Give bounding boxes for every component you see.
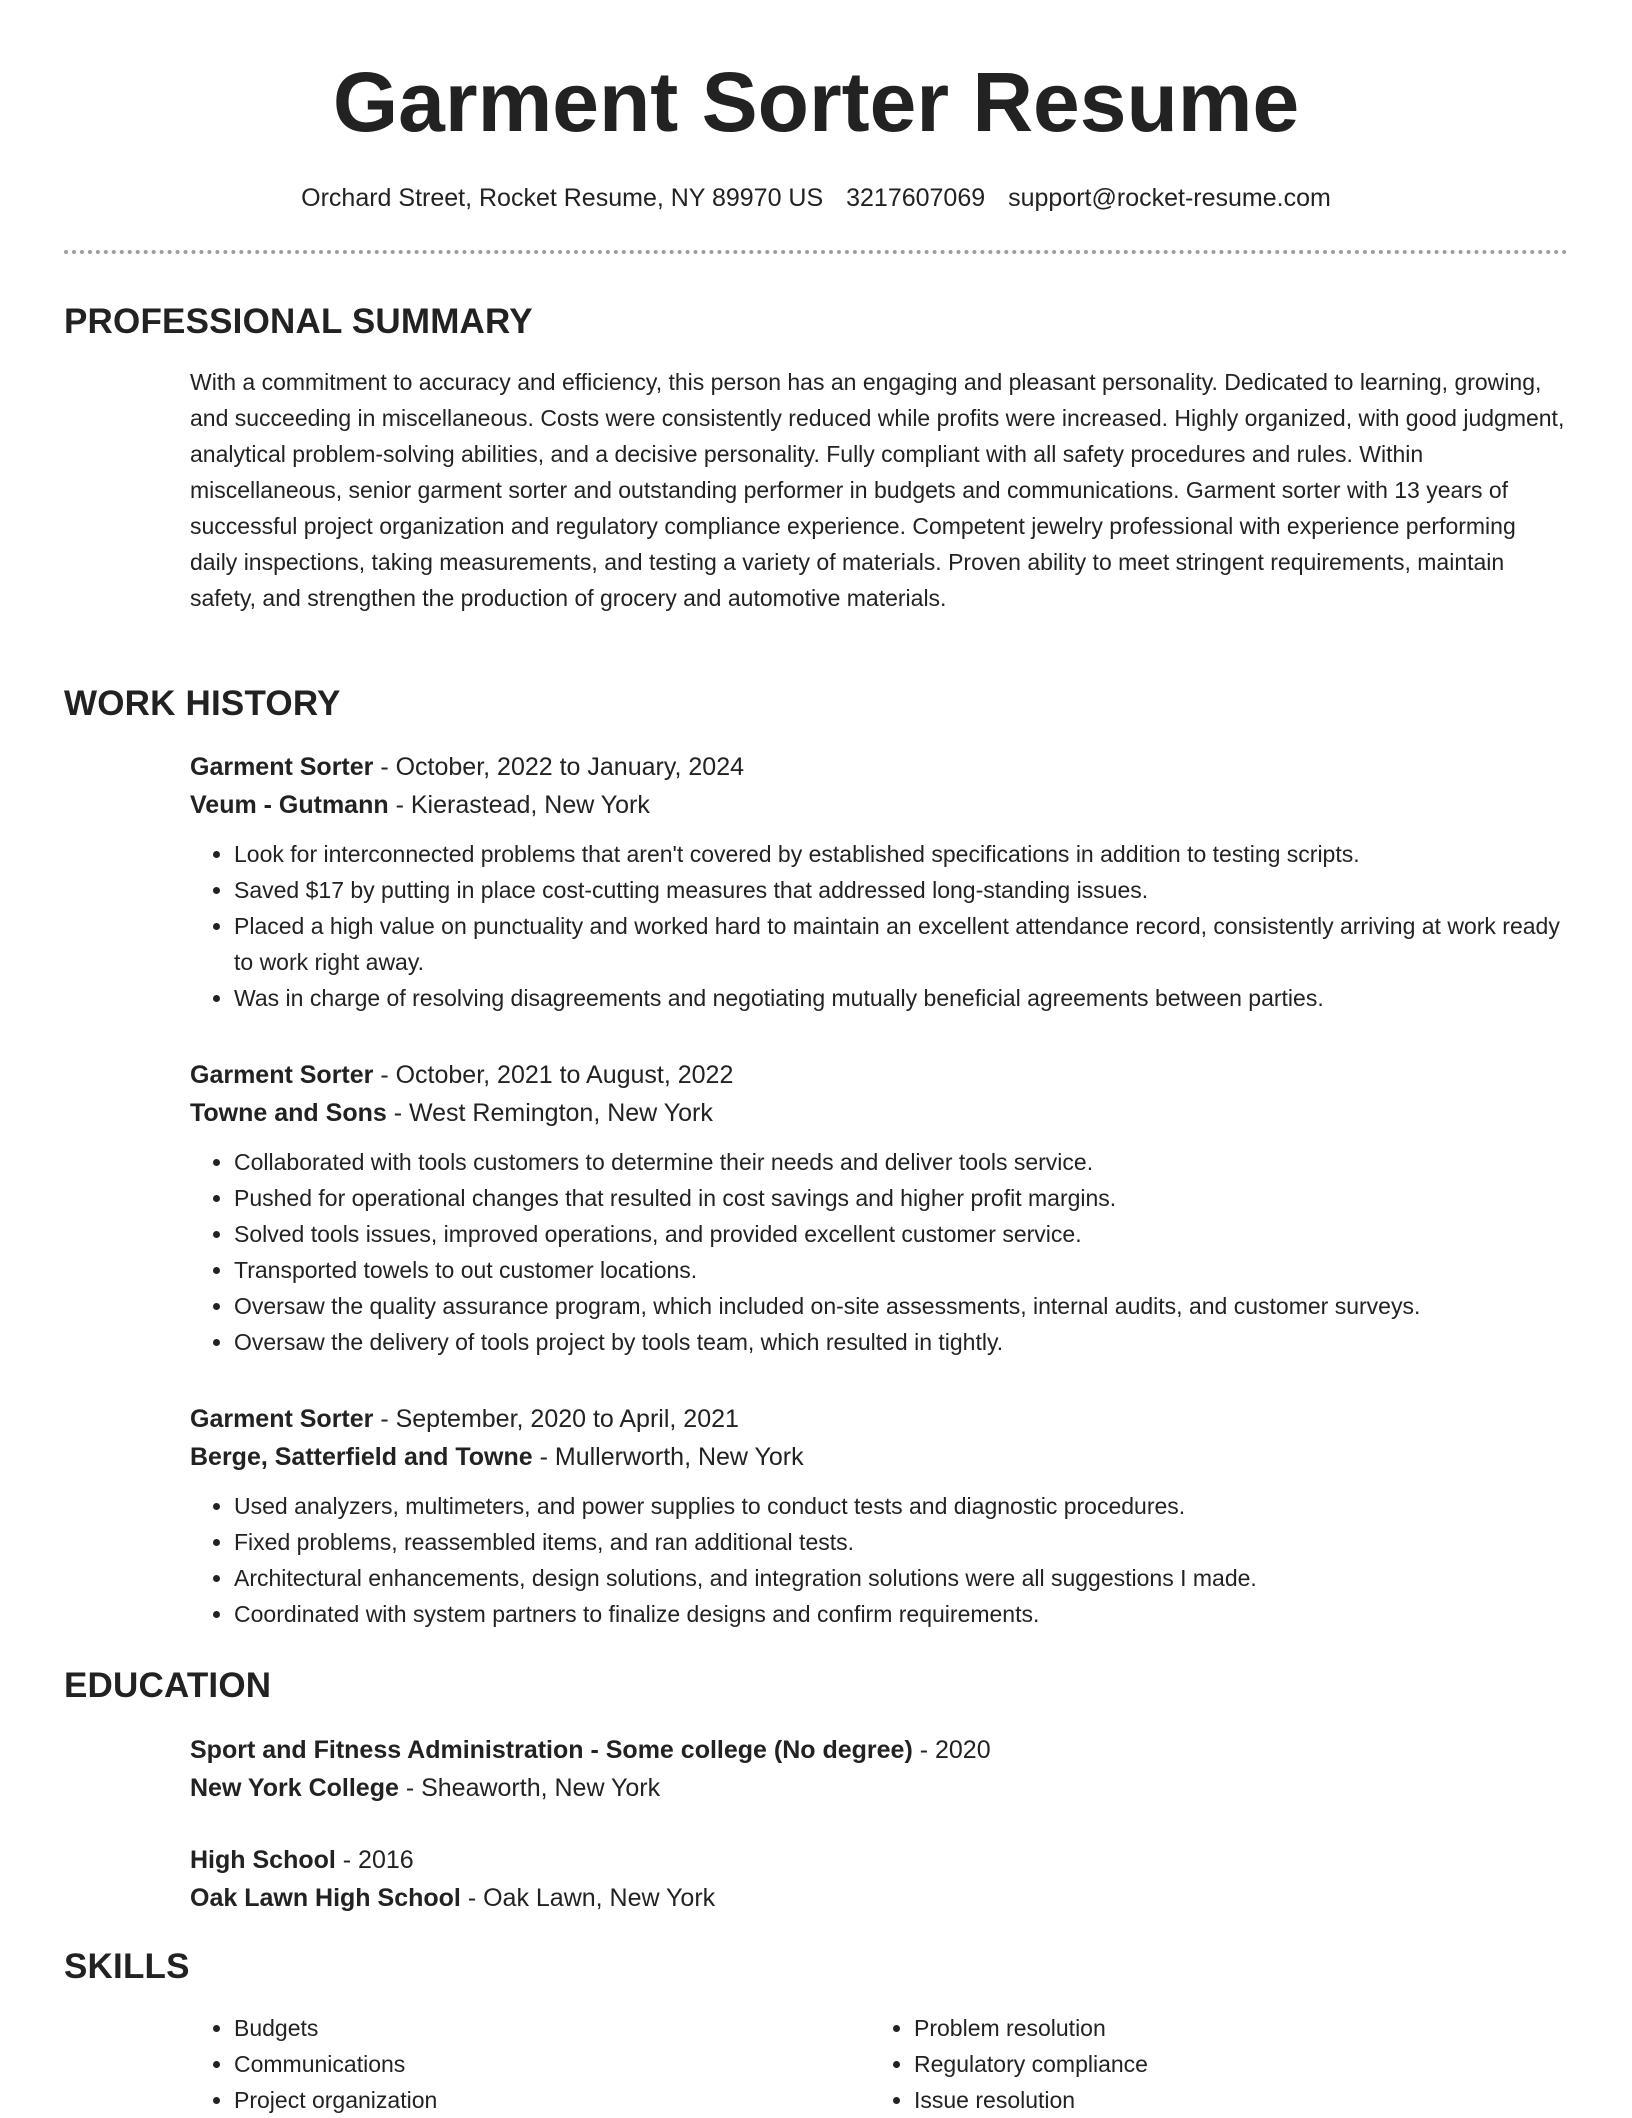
list-item: • Saved $17 by putting in place cost-cutting measures that addressed long-standing issues. xyxy=(234,872,1568,908)
education-school: Oak Lawn High School xyxy=(190,1884,461,1912)
skill-item: • Issue resolution xyxy=(914,2082,1148,2118)
summary-heading: PROFESSIONAL SUMMARY xyxy=(64,302,533,341)
list-item: • Transported towels to out customer locations. xyxy=(234,1252,1568,1288)
education-location: - Oak Lawn, New York xyxy=(460,1884,716,1912)
job-title-line xyxy=(190,1400,1568,1438)
education-year: - 2020 xyxy=(912,1736,991,1764)
contact-email: support@rocket-resume.com xyxy=(1008,184,1331,212)
skills-heading: SKILLS xyxy=(64,1947,190,1986)
contact-phone: 3217607069 xyxy=(846,184,986,212)
education-year: - 2016 xyxy=(335,1846,414,1874)
job-title-line xyxy=(190,1056,1568,1094)
skills-list-right xyxy=(870,2010,1148,2118)
education-entry xyxy=(190,1731,1568,1807)
education-school: New York College xyxy=(190,1774,399,1802)
education-degree-line xyxy=(190,1841,1568,1879)
list-item: • Coordinated with system partners to finalize designs and confirm requirements. xyxy=(234,1596,1568,1632)
education-location: - Sheaworth, New York xyxy=(398,1774,661,1802)
education-degree: High School xyxy=(190,1846,336,1874)
skills-list-left xyxy=(190,2010,437,2118)
job-entry xyxy=(190,1056,1568,1360)
list-item: • Oversaw the delivery of tools project by tools team, which resulted in tightly. xyxy=(234,1324,1568,1360)
list-item: • Architectural enhancements, design solutions, and integration solutions were all suggestions I made. xyxy=(234,1560,1568,1596)
list-item: • Collaborated with tools customers to determine their needs and deliver tools service. xyxy=(234,1144,1568,1180)
skill-item: • Communications xyxy=(234,2046,437,2082)
list-item: • Used analyzers, multimeters, and power supplies to conduct tests and diagnostic procedures. xyxy=(234,1488,1568,1524)
education-school-line xyxy=(190,1879,1568,1917)
job-title: Garment Sorter xyxy=(190,753,374,781)
skill-item: • Problem resolution xyxy=(914,2010,1148,2046)
education-school-line xyxy=(190,1769,1568,1807)
job-location: - Mullerworth, New York xyxy=(532,1443,804,1471)
list-item: • Oversaw the quality assurance program, which included on-site assessments, internal audits, and customer surveys. xyxy=(234,1288,1568,1324)
summary-text: With a commitment to accuracy and efficiency, this person has an engaging and pleasant personality. Dedicated to learning, growing, and succeeding in miscellaneous. Costs were consistently reduced while profits were increased. Highly organized, with good judgment, analytical problem-solving abilities, and a decisive personality. Fully compliant with all safety procedures and rules. Within miscellaneous, senior garment sorter and outstanding performer in budgets and communications. Garment sorter with 13 years of successful project organization and regulatory compliance experience. Competent jewelry professional with experience performing daily inspections, taking measurements, and testing a variety of materials. Proven ability to meet stringent requirements, maintain safety, and strengthen the production of grocery and automotive materials. xyxy=(190,369,1565,611)
job-dates: - October, 2021 to August, 2022 xyxy=(373,1061,734,1089)
education-degree-line xyxy=(190,1731,1568,1769)
job-title-line xyxy=(190,748,1568,786)
list-item: • Look for interconnected problems that aren't covered by established specifications in addition to testing scripts. xyxy=(234,836,1568,872)
list-item: • Placed a high value on punctuality and worked hard to maintain an excellent attendance record, consistently arriving at work ready to work right away. xyxy=(234,908,1568,980)
header-divider xyxy=(64,250,1568,254)
job-title: Garment Sorter xyxy=(190,1061,374,1089)
list-item: • Solved tools issues, improved operations, and provided excellent customer service. xyxy=(234,1216,1568,1252)
contact-line xyxy=(0,180,1632,216)
job-location: - Kierastead, New York xyxy=(388,791,650,819)
job-location: - West Remington, New York xyxy=(386,1099,713,1127)
job-company: Towne and Sons xyxy=(190,1099,387,1127)
education-degree: Sport and Fitness Administration - Some college (No degree) xyxy=(190,1736,913,1764)
job-company: Berge, Satterfield and Towne xyxy=(190,1443,533,1471)
education-entry xyxy=(190,1841,1568,1917)
skill-item: • Regulatory compliance xyxy=(914,2046,1148,2082)
job-title: Garment Sorter xyxy=(190,1405,374,1433)
list-item: • Fixed problems, reassembled items, and ran additional tests. xyxy=(234,1524,1568,1560)
job-entry xyxy=(190,748,1568,1016)
job-bullets xyxy=(190,1488,1568,1632)
list-item: • Pushed for operational changes that resulted in cost savings and higher profit margins. xyxy=(234,1180,1568,1216)
page-title: Garment Sorter Resume xyxy=(332,55,1300,149)
job-entry xyxy=(190,1400,1568,1632)
contact-address: Orchard Street, Rocket Resume, NY 89970 US xyxy=(301,184,824,212)
job-dates: - September, 2020 to April, 2021 xyxy=(373,1405,739,1433)
job-company-line xyxy=(190,1438,1568,1476)
education-heading: EDUCATION xyxy=(64,1666,272,1705)
job-bullets xyxy=(190,836,1568,1016)
skill-item: • Project organization xyxy=(234,2082,437,2118)
work-history-heading: WORK HISTORY xyxy=(64,684,341,723)
list-item: • Was in charge of resolving disagreements and negotiating mutually beneficial agreements between parties. xyxy=(234,980,1568,1016)
job-bullets xyxy=(190,1144,1568,1360)
job-company: Veum - Gutmann xyxy=(190,791,389,819)
job-company-line xyxy=(190,786,1568,824)
job-dates: - October, 2022 to January, 2024 xyxy=(373,753,744,781)
job-company-line xyxy=(190,1094,1568,1132)
skill-item: • Budgets xyxy=(234,2010,437,2046)
